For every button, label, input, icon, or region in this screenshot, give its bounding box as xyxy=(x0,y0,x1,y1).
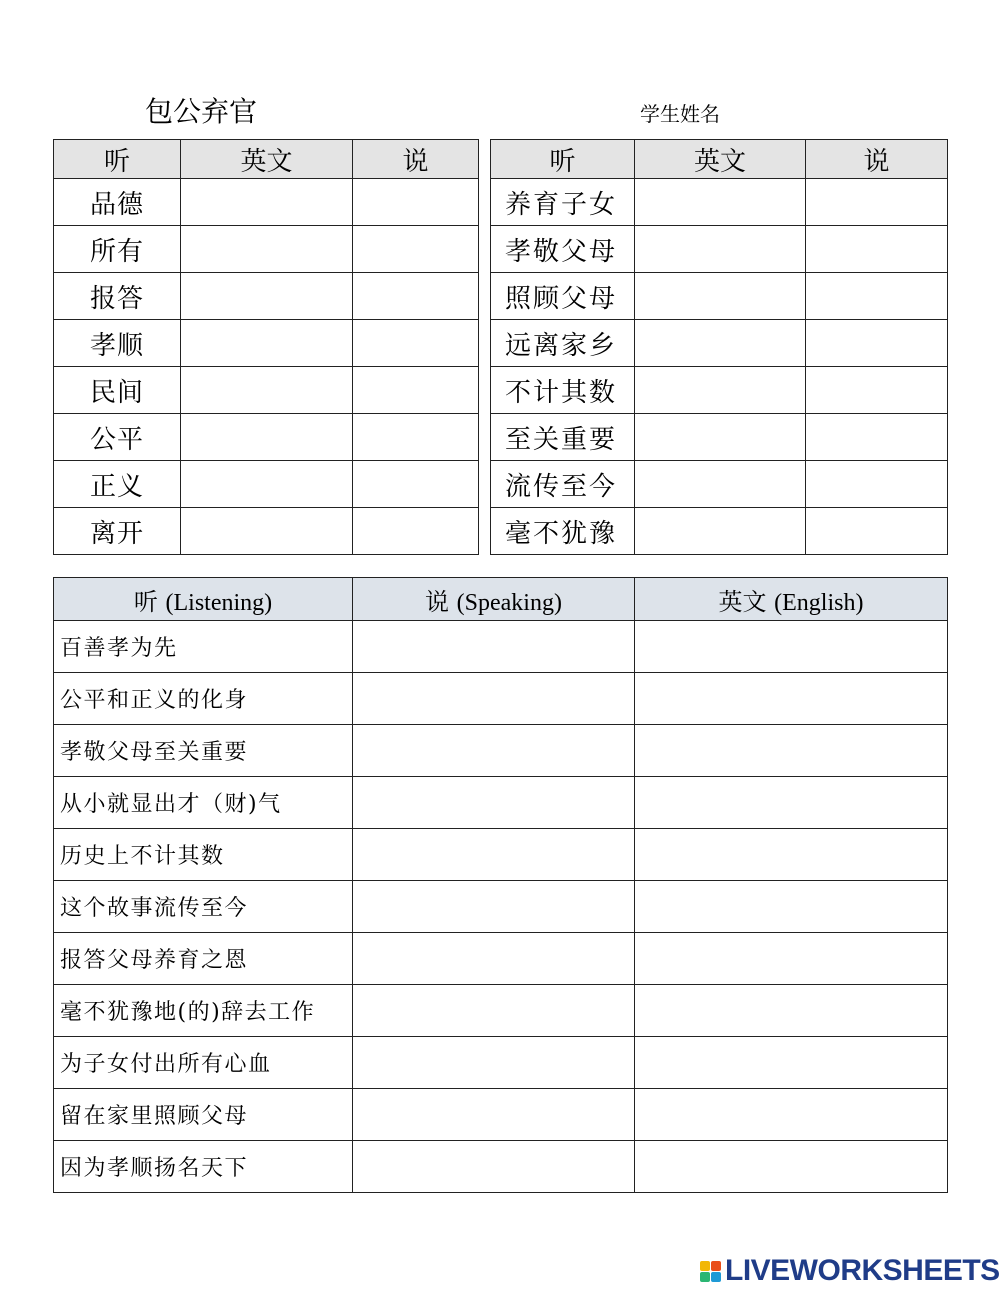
speak-answer-cell[interactable] xyxy=(806,320,948,367)
table-row xyxy=(54,985,948,1037)
sentence-text[interactable]: 留在家里照顾父母 xyxy=(54,1089,353,1141)
english-answer-cell[interactable] xyxy=(635,179,806,226)
speak-answer-cell[interactable] xyxy=(806,179,948,226)
english-answer-cell[interactable] xyxy=(635,1037,948,1089)
speaking-answer-cell[interactable] xyxy=(353,725,635,777)
english-answer-cell[interactable] xyxy=(181,273,353,320)
speak-answer-cell[interactable] xyxy=(353,273,479,320)
sentence-text[interactable]: 公平和正义的化身 xyxy=(54,673,353,725)
header-listening-zh: 听 xyxy=(133,587,158,616)
english-answer-cell[interactable] xyxy=(181,508,353,555)
header-english: 英文 xyxy=(181,140,353,179)
table-row xyxy=(54,179,479,226)
speak-answer-cell[interactable] xyxy=(353,367,479,414)
english-answer-cell[interactable] xyxy=(635,414,806,461)
vocab-phrase[interactable]: 远离家乡 xyxy=(491,320,635,367)
english-answer-cell[interactable] xyxy=(635,226,806,273)
vocab-word[interactable]: 所有 xyxy=(54,226,181,273)
table-row xyxy=(54,508,479,555)
header-english xyxy=(635,578,948,621)
table-row xyxy=(54,367,479,414)
english-answer-cell[interactable] xyxy=(635,985,948,1037)
speak-answer-cell[interactable] xyxy=(806,508,948,555)
sentence-header-row xyxy=(54,578,948,621)
sentence-text[interactable]: 为子女付出所有心血 xyxy=(54,1037,353,1089)
table-row xyxy=(491,508,948,555)
english-answer-cell[interactable] xyxy=(635,367,806,414)
speak-answer-cell[interactable] xyxy=(353,414,479,461)
speaking-answer-cell[interactable] xyxy=(353,777,635,829)
vocab-table-left xyxy=(53,139,479,555)
speak-answer-cell[interactable] xyxy=(353,226,479,273)
sentence-text[interactable]: 百善孝为先 xyxy=(54,621,353,673)
liveworksheets-logo[interactable] xyxy=(700,1256,1000,1286)
vocab-phrase[interactable]: 毫不犹豫 xyxy=(491,508,635,555)
vocab-table-right xyxy=(490,139,948,555)
english-answer-cell[interactable] xyxy=(635,273,806,320)
speaking-answer-cell[interactable] xyxy=(353,1141,635,1193)
vocab-header-row xyxy=(54,140,479,179)
header-listen: 听 xyxy=(491,140,635,179)
sentence-text[interactable]: 因为孝顺扬名天下 xyxy=(54,1141,353,1193)
table-row xyxy=(54,1141,948,1193)
english-answer-cell[interactable] xyxy=(181,367,353,414)
english-answer-cell[interactable] xyxy=(635,777,948,829)
english-answer-cell[interactable] xyxy=(635,461,806,508)
vocab-phrase[interactable]: 照顾父母 xyxy=(491,273,635,320)
vocab-phrase[interactable]: 至关重要 xyxy=(491,414,635,461)
vocab-word[interactable]: 孝顺 xyxy=(54,320,181,367)
english-answer-cell[interactable] xyxy=(635,933,948,985)
header-english-en: (English) xyxy=(774,589,864,616)
english-answer-cell[interactable] xyxy=(181,179,353,226)
logo-tile xyxy=(700,1261,710,1271)
header-listening xyxy=(54,578,353,621)
speak-answer-cell[interactable] xyxy=(806,461,948,508)
sentence-text[interactable]: 从小就显出才（财)气 xyxy=(54,777,353,829)
speaking-answer-cell[interactable] xyxy=(353,673,635,725)
table-row xyxy=(54,829,948,881)
english-answer-cell[interactable] xyxy=(181,461,353,508)
sentence-text[interactable]: 孝敬父母至关重要 xyxy=(54,725,353,777)
header-speaking-zh: 说 xyxy=(425,587,450,616)
liveworksheets-logo-icon xyxy=(700,1261,721,1282)
vocab-phrase[interactable]: 流传至今 xyxy=(491,461,635,508)
english-answer-cell[interactable] xyxy=(635,829,948,881)
sentence-text[interactable]: 毫不犹豫地(的)辞去工作 xyxy=(54,985,353,1037)
vocab-word[interactable]: 离开 xyxy=(54,508,181,555)
sentence-table xyxy=(53,577,948,1193)
english-answer-cell[interactable] xyxy=(181,320,353,367)
header-listen: 听 xyxy=(54,140,181,179)
table-row xyxy=(54,1037,948,1089)
english-answer-cell[interactable] xyxy=(635,725,948,777)
header-speak: 说 xyxy=(806,140,948,179)
speaking-answer-cell[interactable] xyxy=(353,1037,635,1089)
english-answer-cell[interactable] xyxy=(635,881,948,933)
speak-answer-cell[interactable] xyxy=(353,179,479,226)
english-answer-cell[interactable] xyxy=(635,320,806,367)
logo-text: LIVEWORKSHEETS xyxy=(725,1254,1000,1287)
english-answer-cell[interactable] xyxy=(635,1089,948,1141)
table-row xyxy=(54,673,948,725)
table-row xyxy=(54,273,479,320)
table-row xyxy=(54,881,948,933)
english-answer-cell[interactable] xyxy=(635,508,806,555)
english-answer-cell[interactable] xyxy=(181,414,353,461)
speaking-answer-cell[interactable] xyxy=(353,621,635,673)
sentence-text[interactable]: 这个故事流传至今 xyxy=(54,881,353,933)
table-row xyxy=(54,226,479,273)
header-speaking-en: (Speaking) xyxy=(456,589,562,616)
speak-answer-cell[interactable] xyxy=(353,461,479,508)
speaking-answer-cell[interactable] xyxy=(353,933,635,985)
table-row xyxy=(54,461,479,508)
english-answer-cell[interactable] xyxy=(181,226,353,273)
header-english: 英文 xyxy=(635,140,806,179)
table-row xyxy=(491,273,948,320)
speak-answer-cell[interactable] xyxy=(806,273,948,320)
vocab-phrase[interactable]: 孝敬父母 xyxy=(491,226,635,273)
worksheet-title: 包公弃官 xyxy=(145,95,258,128)
vocab-word[interactable]: 品德 xyxy=(54,179,181,226)
student-name-label: 学生姓名 xyxy=(640,102,720,126)
vocab-phrase[interactable]: 不计其数 xyxy=(491,367,635,414)
vocab-word[interactable]: 公平 xyxy=(54,414,181,461)
speak-answer-cell[interactable] xyxy=(353,508,479,555)
table-row xyxy=(54,320,479,367)
table-row xyxy=(54,621,948,673)
speaking-answer-cell[interactable] xyxy=(353,985,635,1037)
table-row xyxy=(54,777,948,829)
table-row xyxy=(54,414,479,461)
table-row xyxy=(491,320,948,367)
speak-answer-cell[interactable] xyxy=(806,226,948,273)
sentence-text[interactable]: 报答父母养育之恩 xyxy=(54,933,353,985)
logo-tile xyxy=(711,1272,721,1282)
speaking-answer-cell[interactable] xyxy=(353,1089,635,1141)
speak-answer-cell[interactable] xyxy=(353,320,479,367)
logo-tile xyxy=(700,1272,710,1282)
english-answer-cell[interactable] xyxy=(635,1141,948,1193)
table-row xyxy=(54,1089,948,1141)
table-row xyxy=(491,367,948,414)
table-row xyxy=(491,179,948,226)
logo-tile xyxy=(711,1261,721,1271)
table-row xyxy=(54,933,948,985)
table-row xyxy=(491,226,948,273)
speak-answer-cell[interactable] xyxy=(806,414,948,461)
speaking-answer-cell[interactable] xyxy=(353,881,635,933)
table-row xyxy=(491,461,948,508)
header-listening-en: (Listening) xyxy=(165,589,273,616)
header-english-zh: 英文 xyxy=(718,587,767,616)
speaking-answer-cell[interactable] xyxy=(353,829,635,881)
header-speak: 说 xyxy=(353,140,479,179)
vocab-word[interactable]: 民间 xyxy=(54,367,181,414)
speak-answer-cell[interactable] xyxy=(806,367,948,414)
sentence-text[interactable]: 历史上不计其数 xyxy=(54,829,353,881)
table-row xyxy=(491,414,948,461)
vocab-phrase[interactable]: 养育子女 xyxy=(491,179,635,226)
english-answer-cell[interactable] xyxy=(635,673,948,725)
vocab-header-row xyxy=(491,140,948,179)
header-speaking xyxy=(353,578,635,621)
table-row xyxy=(54,725,948,777)
vocab-word[interactable]: 报答 xyxy=(54,273,181,320)
vocab-word[interactable]: 正义 xyxy=(54,461,181,508)
english-answer-cell[interactable] xyxy=(635,621,948,673)
